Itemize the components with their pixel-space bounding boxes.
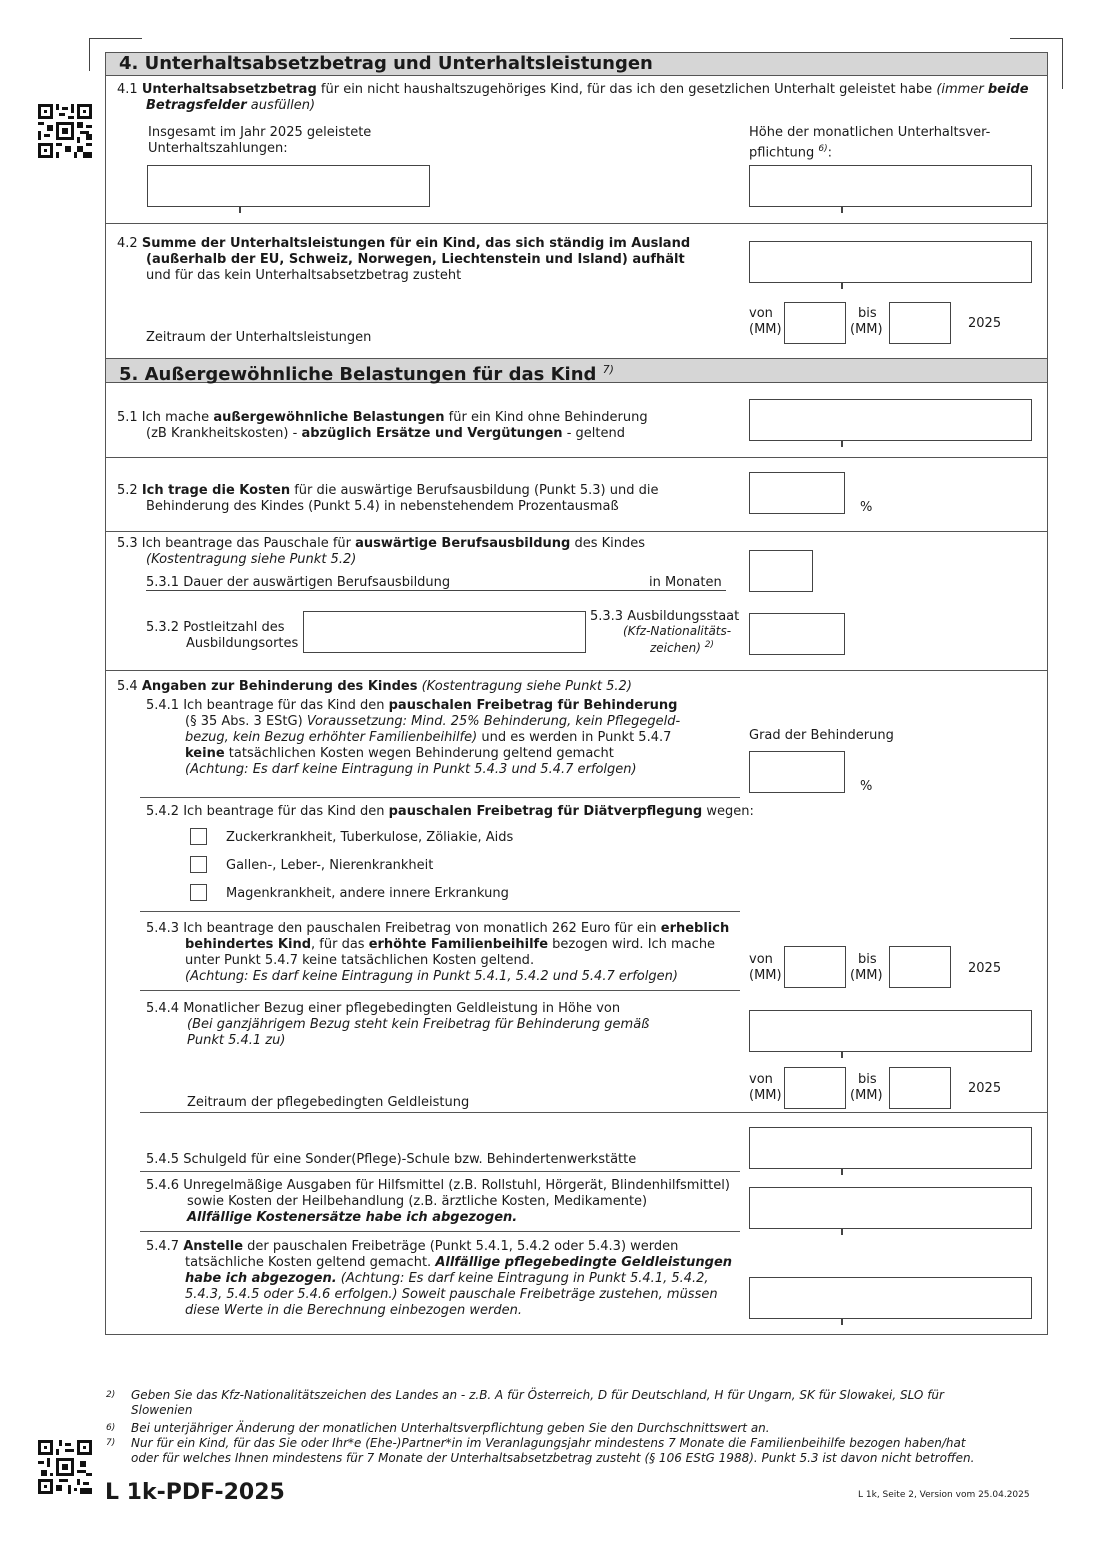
item-5-3-3-line2: (Kfz-Nationalitäts- <box>623 624 732 638</box>
qr-code-icon <box>38 104 92 158</box>
label-monthly-line1: Höhe der monatlichen Unterhaltsver- <box>749 125 991 140</box>
label-period: Zeitraum der Unterhaltsleistungen <box>146 330 372 345</box>
item-5-4-7-line3: habe ich abgezogen. (Achtung: Es darf keine Eintragung in Punkt 5.4.1, 5.4.2, <box>185 1271 709 1286</box>
item-5-3-line2: (Kostentragung siehe Punkt 5.2) <box>146 552 357 567</box>
aids-costs-field[interactable] <box>749 1187 1032 1229</box>
severe-disability-from-field[interactable] <box>784 946 846 988</box>
item-5-4-6-line2: sowie Kosten der Heilbehandlung (z.B. ärztliche Kosten, Medikamente) <box>187 1194 648 1209</box>
item-5-4-1-line1: 5.4.1 Ich beantrage für das Kind den pauschalen Freibetrag für Behinderung <box>146 698 678 713</box>
label-monthly-line2: pflichtung $^{6)}$: <box>749 144 833 161</box>
footnote-2-marker: 2) <box>106 1390 116 1400</box>
monthly-obligation-field[interactable] <box>749 165 1032 207</box>
divider <box>140 1231 740 1232</box>
item-5-3-1-label: 5.3.1 Dauer der auswärtigen Berufsausbildung <box>146 575 451 590</box>
field-tick <box>841 1052 843 1058</box>
item-5-4-1-line3: bezug, kein Bezug erhöhter Familienbeihilfe) und es werden in Punkt 5.4.7 <box>185 730 672 745</box>
item-5-3-2-line1: 5.3.2 Postleitzahl des <box>146 620 285 635</box>
label-paid-line2: Unterhaltszahlungen: <box>148 141 288 156</box>
actual-costs-field[interactable] <box>749 1277 1032 1319</box>
divider <box>105 670 1048 671</box>
period-from-field[interactable] <box>784 302 846 344</box>
item-4-1-line2: Betragsfelder ausfüllen) <box>146 98 316 113</box>
footnote-7-line2: oder für welches Ihnen mindestens für 7 Monate der Unterhaltsabsetzbetrag zusteht (§ 106 EStG 1988). Punkt 5.3 ist davon nicht betroffen. <box>131 1451 975 1465</box>
school-fee-field[interactable] <box>749 1127 1032 1169</box>
item-5-4-4-period: Zeitraum der pflegebedingten Geldleistung <box>187 1095 470 1110</box>
label-disability-degree: Grad der Behinderung <box>749 728 894 743</box>
footnote-6-text: Bei unterjähriger Änderung der monatlichen Unterhaltsverpflichtung geben Sie den Durchschnittswert an. <box>131 1421 770 1435</box>
divider <box>140 990 740 991</box>
divider <box>140 1112 1048 1113</box>
item-5-4-3-line1: 5.4.3 Ich beantrage den pauschalen Freibetrag von monatlich 262 Euro für ein erheblich <box>146 921 730 936</box>
label-mm: (MM) <box>749 1088 782 1103</box>
item-5-4-3-line3: unter Punkt 5.4.7 keine tatsächlichen Kosten geltend. <box>185 953 535 968</box>
item-5-3-3-line1: 5.3.3 Ausbildungsstaat <box>590 609 740 624</box>
divider <box>105 531 1048 532</box>
period-to-field[interactable] <box>889 302 951 344</box>
item-5-4-1-line4: keine tatsächlichen Kosten wegen Behinderung geltend gemacht <box>185 746 614 761</box>
footnote-7-line1: Nur für ein Kind, für das Sie oder Ihr*e (Ehe-)Partner*in im Veranlagungsjahr mindestens 7 Monate die Familienbeihilfe bezogen haben/hat <box>131 1436 966 1450</box>
item-5-4-4-line2: (Bei ganzjährigem Bezug steht kein Freibetrag für Behinderung gemäß <box>187 1017 650 1032</box>
label-year: 2025 <box>968 961 1002 976</box>
item-5-3-1-unit: in Monaten <box>649 575 722 590</box>
footnote-6-marker: 6) <box>106 1423 116 1433</box>
footnote-2-line2: Slowenien <box>131 1403 193 1417</box>
label-year: 2025 <box>968 316 1002 331</box>
item-5-4-6-line1: 5.4.6 Unregelmäßige Ausgaben für Hilfsmittel (z.B. Rollstuhl, Hörgerät, Blindenhilfsmittel) <box>146 1178 730 1193</box>
item-5-4-7-line2: tatsächliche Kosten geltend gemacht. Allfällige pflegebedingte Geldleistungen <box>185 1255 733 1270</box>
item-5-4-4-line1: 5.4.4 Monatlicher Bezug einer pflegebedingten Geldleistung in Höhe von <box>146 1001 621 1016</box>
paid-total-field[interactable] <box>147 165 430 207</box>
label-from: von <box>749 1072 773 1087</box>
disability-degree-field[interactable] <box>749 751 845 793</box>
item-5-1-line2: (zB Krankheitskosten) - abzüglich Ersätze und Vergütungen - geltend <box>146 426 625 441</box>
severe-disability-to-field[interactable] <box>889 946 951 988</box>
page-info: L 1k, Seite 2, Version vom 25.04.2025 <box>858 1490 1030 1500</box>
label-from: von <box>749 952 773 967</box>
divider <box>105 457 1048 458</box>
divider <box>105 223 1048 224</box>
footnote-2-line1: Geben Sie das Kfz-Nationalitätszeichen des Landes an - z.B. A für Österreich, D für Deutschland, H für Ungarn, SK für Slowakei, SLO für <box>131 1388 944 1402</box>
divider <box>140 911 740 912</box>
field-tick <box>841 207 843 213</box>
percent-sign: % <box>860 500 873 515</box>
diet-option-2: Gallen-, Leber-, Nierenkrankheit <box>226 858 434 873</box>
training-months-field[interactable] <box>749 550 813 592</box>
item-5-4-title: 5.4 Angaben zur Behinderung des Kindes (Kostentragung siehe Punkt 5.2) <box>117 679 632 694</box>
item-5-4-6-line3: Allfällige Kostenersätze habe ich abgezogen. <box>187 1210 518 1225</box>
underline <box>146 590 726 591</box>
label-mm: (MM) <box>749 322 782 337</box>
section-5-header: 5. Außergewöhnliche Belastungen für das Kind $^{7)}$ <box>105 358 1048 383</box>
item-5-4-4-line3: Punkt 5.4.1 zu) <box>187 1033 286 1048</box>
field-tick <box>841 1319 843 1325</box>
label-mm: (MM) <box>749 968 782 983</box>
item-5-4-3-line4: (Achtung: Es darf keine Eintragung in Punkt 5.4.1, 5.4.2 und 5.4.7 erfolgen) <box>185 969 678 984</box>
field-tick <box>841 1169 843 1175</box>
section-4-header: 4. Unterhaltsabsetzbetrag und Unterhaltsleistungen <box>105 52 1048 76</box>
field-tick <box>841 441 843 447</box>
divider <box>140 797 740 798</box>
care-benefit-amount-field[interactable] <box>749 1010 1032 1052</box>
care-benefit-from-field[interactable] <box>784 1067 846 1109</box>
field-tick <box>841 283 843 289</box>
field-tick <box>841 1229 843 1235</box>
field-tick <box>239 207 241 213</box>
label-mm: (MM) <box>850 322 883 337</box>
qr-code-icon <box>38 1440 92 1494</box>
item-5-3-2-line2: Ausbildungsortes <box>186 636 299 651</box>
diet-checkbox-3[interactable] <box>190 884 207 901</box>
label-to: bis <box>858 952 877 967</box>
item-4-2-line3: und für das kein Unterhaltsabsetzbetrag zusteht <box>146 268 462 283</box>
care-benefit-to-field[interactable] <box>889 1067 951 1109</box>
item-5-2-line2: Behinderung des Kindes (Punkt 5.4) in nebenstehendem Prozentausmaß <box>146 499 619 514</box>
item-5-4-5-label: 5.4.5 Schulgeld für eine Sonder(Pflege)-Schule bzw. Behindertenwerkstätte <box>146 1152 637 1167</box>
item-5-4-3-line2: behindertes Kind, für das erhöhte Familienbeihilfe bezogen wird. Ich mache <box>185 937 716 952</box>
item-5-4-7-line4: 5.4.3, 5.4.5 oder 5.4.6 erfolgen.) Soweit pauschale Freibeträge zustehen, müssen <box>185 1287 718 1302</box>
footnote-7-marker: 7) <box>106 1438 116 1448</box>
item-5-4-7-line1: 5.4.7 Anstelle der pauschalen Freibeträge (Punkt 5.4.1, 5.4.2 oder 5.4.3) werden <box>146 1239 679 1254</box>
diet-checkbox-1[interactable] <box>190 828 207 845</box>
cost-share-percent-field[interactable] <box>749 472 845 514</box>
item-4-2-line1: 4.2 Summe der Unterhaltsleistungen für ein Kind, das sich ständig im Ausland <box>117 236 691 251</box>
item-5-2-line1: 5.2 Ich trage die Kosten für die auswärtige Berufsausbildung (Punkt 5.3) und die <box>117 483 659 498</box>
postal-code-field[interactable] <box>303 611 586 653</box>
label-mm: (MM) <box>850 968 883 983</box>
form-id: L 1k-PDF-2025 <box>105 1480 285 1505</box>
percent-sign: % <box>860 779 873 794</box>
item-5-3-line1: 5.3 Ich beantrage das Pauschale für auswärtige Berufsausbildung des Kindes <box>117 536 646 551</box>
label-to: bis <box>858 306 877 321</box>
label-from: von <box>749 306 773 321</box>
item-5-4-1-line5: (Achtung: Es darf keine Eintragung in Punkt 5.4.3 und 5.4.7 erfolgen) <box>185 762 637 777</box>
item-5-1-line1: 5.1 Ich mache außergewöhnliche Belastungen für ein Kind ohne Behinderung <box>117 410 648 425</box>
abroad-maintenance-field[interactable] <box>749 241 1032 283</box>
item-5-4-1-line2: (§ 35 Abs. 3 EStG) Voraussetzung: Mind. 25% Behinderung, kein Pflegegeld- <box>185 714 681 729</box>
item-5-4-7-line5: diese Werte in die Berechnung einbezogen werden. <box>185 1303 523 1318</box>
item-5-4-2-label: 5.4.2 Ich beantrage für das Kind den pauschalen Freibetrag für Diätverpflegung wegen: <box>146 804 754 819</box>
diet-option-3: Magenkrankheit, andere innere Erkrankung <box>226 886 509 901</box>
divider <box>140 1171 740 1172</box>
label-mm: (MM) <box>850 1088 883 1103</box>
item-4-2-line2: (außerhalb der EU, Schweiz, Norwegen, Liechtenstein und Island) aufhält <box>146 252 685 267</box>
diet-checkbox-2[interactable] <box>190 856 207 873</box>
training-country-field[interactable] <box>749 613 845 655</box>
label-year: 2025 <box>968 1081 1002 1096</box>
item-5-3-3-line3: zeichen) $^{2)}$ <box>650 640 714 655</box>
label-paid-line1: Insgesamt im Jahr 2025 geleistete <box>148 125 372 140</box>
label-to: bis <box>858 1072 877 1087</box>
item-4-1-line1: 4.1 Unterhaltsabsetzbetrag für ein nicht haushaltszugehöriges Kind, für das ich den gesetzlichen Unterhalt geleistet habe (immer beide <box>117 82 1029 97</box>
extraordinary-burden-field[interactable] <box>749 399 1032 441</box>
diet-option-1: Zuckerkrankheit, Tuberkulose, Zöliakie, Aids <box>226 830 514 845</box>
